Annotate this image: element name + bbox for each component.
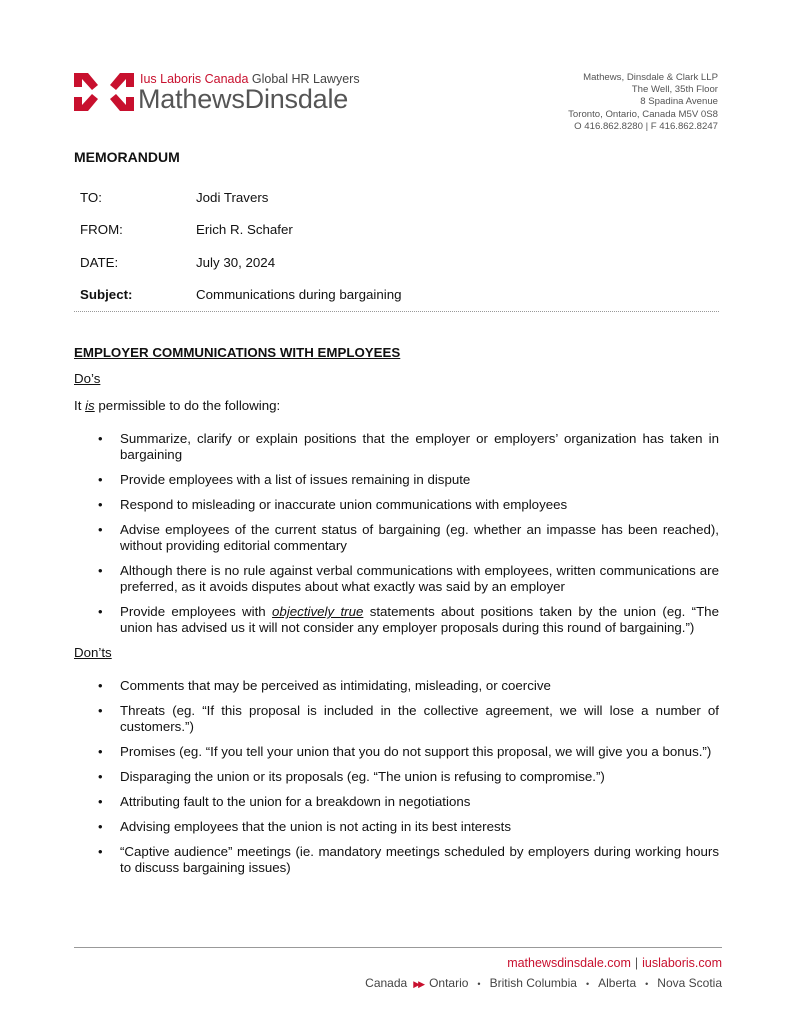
bullet-icon: •	[98, 794, 103, 809]
footer-regions	[365, 976, 722, 990]
bullet-icon: •	[98, 563, 103, 578]
double-arrow-icon: ▶▶	[413, 979, 424, 989]
address-line: Mathews, Dinsdale & Clark LLP	[583, 72, 718, 83]
address-line: 8 Spadina Avenue	[640, 96, 718, 108]
field-value: July 30, 2024	[196, 255, 276, 270]
list-item: • Advise employees of the current status of bargaining (eg. whether an impasse has been reached), without providing editorial commentary	[98, 522, 719, 553]
bullet-icon: •	[98, 472, 103, 487]
address-line: O 416.862.8280 | F 416.862.8247	[574, 120, 718, 132]
dot-separator-icon: •	[585, 979, 590, 989]
list-item: • Advising employees that the union is not acting in its best interests	[98, 819, 511, 834]
field-label: DATE:	[80, 255, 119, 270]
bullet-icon: •	[98, 604, 103, 619]
list-item: • Promises (eg. “If you tell your union that you do not support this proposal, we will give you a bonus.”)	[98, 744, 712, 759]
logo-mark-icon	[74, 73, 134, 111]
bullet-icon: •	[98, 819, 103, 834]
list-item: • Summarize, clarify or explain positions that the employer or employers’ organization has taken in bargaining	[98, 431, 719, 462]
footer-divider	[74, 947, 722, 948]
region-bc: British Columbia	[489, 976, 577, 990]
region-canada: Canada	[365, 976, 408, 990]
field-label: FROM:	[80, 222, 123, 237]
list-item: • “Captive audience” meetings (ie. mandatory meetings scheduled by employers during working hours to discuss bargaining issues)	[98, 844, 719, 875]
dos-intro: It is permissible to do the following:	[74, 398, 281, 413]
list-item: • Although there is no rule against verbal communications with employees, written communications are preferred, as it avoids disputes about what exactly was said by an employer	[98, 563, 719, 594]
address-line: Toronto, Ontario, Canada M5V 0S8	[568, 108, 718, 120]
dos-heading: Do’s	[74, 371, 101, 386]
bullet-icon: •	[98, 769, 103, 784]
bullet-icon: •	[98, 678, 103, 693]
field-label: TO:	[80, 190, 102, 205]
dot-separator-icon: •	[477, 979, 481, 989]
section-title: EMPLOYER COMMUNICATIONS WITH EMPLOYEES	[74, 345, 401, 360]
website-link[interactable]: mathewsdinsdale.com	[507, 956, 631, 970]
bullet-icon: •	[98, 431, 103, 446]
logo-wordmark: MathewsDinsdale	[138, 84, 349, 114]
footer-separator: |	[634, 956, 639, 970]
field-value: Jodi Travers	[196, 190, 269, 205]
footer-links	[507, 956, 722, 970]
list-item: • Comments that may be perceived as intimidating, misleading, or coercive	[98, 678, 551, 693]
header-divider	[74, 311, 719, 312]
bullet-icon: •	[98, 522, 103, 537]
list-item: • Provide employees with a list of issues remaining in dispute	[98, 472, 471, 487]
list-item: • Attributing fault to the union for a breakdown in negotiations	[98, 794, 471, 809]
list-item: • Disparaging the union or its proposals (eg. “The union is refusing to compromise.”)	[98, 769, 605, 784]
field-value: Erich R. Schafer	[196, 222, 293, 237]
region-nova-scotia: Nova Scotia	[657, 976, 722, 990]
field-value: Communications during bargaining	[196, 287, 402, 302]
bullet-icon: •	[98, 703, 103, 718]
donts-heading: Don’ts	[74, 645, 112, 660]
list-item: • Threats (eg. “If this proposal is included in the collective agreement, we will lose a number of customers.”)	[98, 703, 719, 734]
region-alberta: Alberta	[598, 976, 637, 990]
region-ontario: Ontario	[429, 976, 469, 990]
bullet-icon: •	[98, 844, 103, 859]
donts-list	[74, 678, 719, 876]
bullet-icon: •	[98, 744, 103, 759]
dot-separator-icon: •	[645, 979, 649, 989]
list-item: • Respond to misleading or inaccurate union communications with employees	[98, 497, 568, 512]
mathews-dinsdale-logo	[74, 72, 374, 114]
memo-title: MEMORANDUM	[74, 149, 180, 165]
logo-tagline: Ius Laboris Canada Global HR Lawyers	[140, 72, 360, 86]
memo-body	[74, 345, 719, 885]
firm-address	[568, 72, 718, 133]
field-label: Subject:	[80, 287, 133, 302]
iuslaboris-link[interactable]: iuslaboris.com	[642, 956, 722, 970]
bullet-icon: •	[98, 497, 103, 512]
list-item: • Provide employees with objectively true statements about positions taken by the union (eg. “The union has advised us it will not consider any employer proposals during this round of bargaining.”)	[98, 604, 719, 635]
address-line: The Well, 35th Floor	[631, 84, 718, 96]
dos-list	[74, 431, 719, 636]
